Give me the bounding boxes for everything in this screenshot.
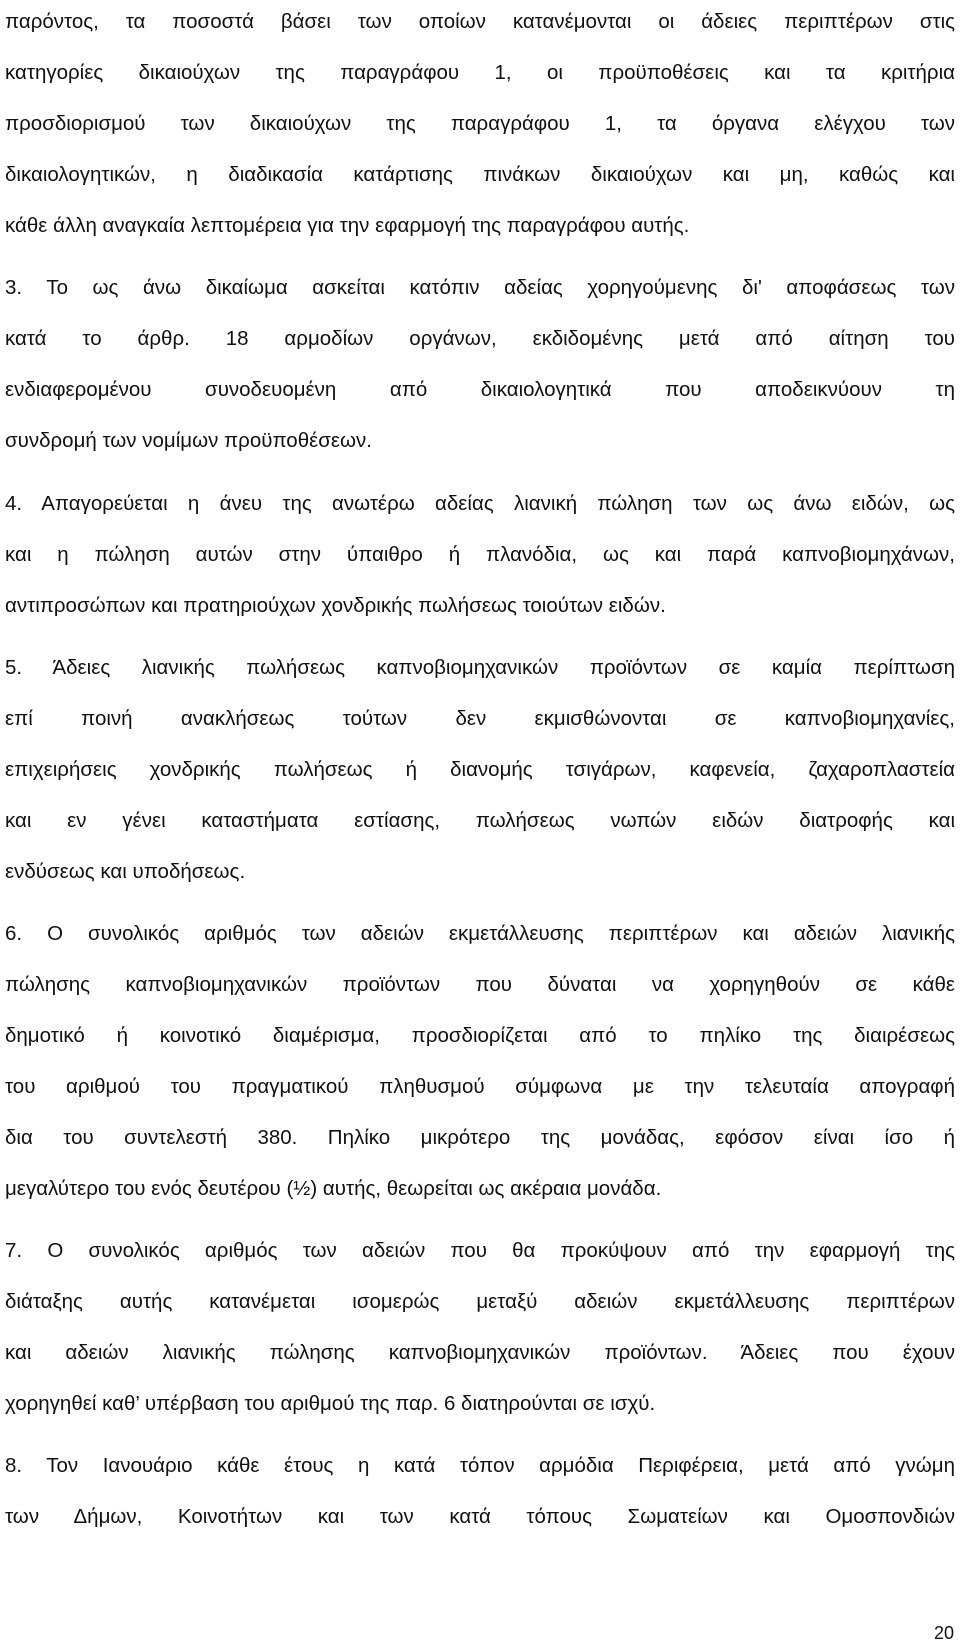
text-line: και η πώληση αυτών στην ύπαιθρο ή πλανόδια, ως και παρά καπνοβιομηχάνων, xyxy=(5,543,955,566)
text-line: δικαιολογητικών, η διαδικασία κατάρτισης πινάκων δικαιούχων και μη, καθώς και xyxy=(5,163,955,186)
text-line: επιχειρήσεις χονδρικής πωλήσεως ή διανομής τσιγάρων, καφενεία, ζαχαροπλαστεία xyxy=(5,758,955,781)
text-line: συνδρομή των νομίμων προϋποθέσεων. xyxy=(5,429,372,452)
text-line: παρόντος, τα ποσοστά βάσει των οποίων κατανέμονται οι άδειες περιπτέρων στις xyxy=(5,10,955,33)
text-line: προσδιορισμού των δικαιούχων της παραγράφου 1, τα όργανα ελέγχου των xyxy=(5,112,955,135)
text-line: κάθε άλλη αναγκαία λεπτομέρεια για την εφαρμογή της παραγράφου αυτής. xyxy=(5,214,690,237)
text-line: των Δήμων, Κοινοτήτων και των κατά τόπους Σωματείων και Ομοσπονδιών xyxy=(5,1505,955,1528)
text-line: 4. Απαγορεύεται η άνευ της ανωτέρω αδείας λιανική πώληση των ως άνω ειδών, ως xyxy=(5,492,955,515)
text-line: 3. Το ως άνω δικαίωμα ασκείται κατόπιν αδείας χορηγούμενης δι' αποφάσεως των xyxy=(5,276,955,299)
text-line: του αριθμού του πραγματικού πληθυσμού σύμφωνα με την τελευταία απογραφή xyxy=(5,1075,955,1098)
text-line: ενδιαφερομένου συνοδευομένη από δικαιολογητικά που αποδεικνύουν τη xyxy=(5,378,955,401)
text-line: μεγαλύτερο του ενός δευτέρου (½) αυτής, θεωρείται ως ακέραια μονάδα. xyxy=(5,1177,662,1200)
text-line: 6. Ο συνολικός αριθμός των αδειών εκμετάλλευσης περιπτέρων και αδειών λιανικής xyxy=(5,922,955,945)
text-line: κατά το άρθρ. 18 αρμοδίων οργάνων, εκδιδομένης μετά από αίτηση του xyxy=(5,327,955,350)
text-line: ενδύσεως και υποδήσεως. xyxy=(5,860,246,883)
text-line: 5. Άδειες λιανικής πωλήσεως καπνοβιομηχανικών προϊόντων σε καμία περίπτωση xyxy=(5,656,955,679)
text-line: δημοτικό ή κοινοτικό διαμέρισμα, προσδιορίζεται από το πηλίκο της διαιρέσεως xyxy=(5,1024,955,1047)
page-number: 20 xyxy=(933,1623,954,1643)
text-line: κατηγορίες δικαιούχων της παραγράφου 1, οι προϋποθέσεις και τα κριτήρια xyxy=(5,61,955,84)
text-line: 8. Τον Ιανουάριο κάθε έτους η κατά τόπον αρμόδια Περιφέρεια, μετά από γνώμη xyxy=(5,1454,955,1477)
text-line: αντιπροσώπων και πρατηριούχων χονδρικής πωλήσεως τοιούτων ειδών. xyxy=(5,594,666,617)
text-line: δια του συντελεστή 380. Πηλίκο μικρότερο της μονάδας, εφόσον είναι ίσο ή xyxy=(5,1126,955,1149)
text-line: 7. Ο συνολικός αριθμός των αδειών που θα προκύψουν από την εφαρμογή της xyxy=(5,1239,955,1262)
text-line: και αδειών λιανικής πώλησης καπνοβιομηχανικών προϊόντων. Άδειες που έχουν xyxy=(5,1341,955,1364)
text-line: πώλησης καπνοβιομηχανικών προϊόντων που δύναται να χορηγηθούν σε κάθε xyxy=(5,973,955,996)
text-line: επί ποινή ανακλήσεως τούτων δεν εκμισθώνονται σε καπνοβιομηχανίες, xyxy=(5,707,955,730)
text-line: χορηγηθεί καθ’ υπέρβαση του αριθμού της παρ. 6 διατηρούνται σε ισχύ. xyxy=(5,1392,656,1415)
text-line: και εν γένει καταστήματα εστίασης, πωλήσεως νωπών ειδών διατροφής και xyxy=(5,809,955,832)
text-line: διάταξης αυτής κατανέμεται ισομερώς μεταξύ αδειών εκμετάλλευσης περιπτέρων xyxy=(5,1290,955,1313)
